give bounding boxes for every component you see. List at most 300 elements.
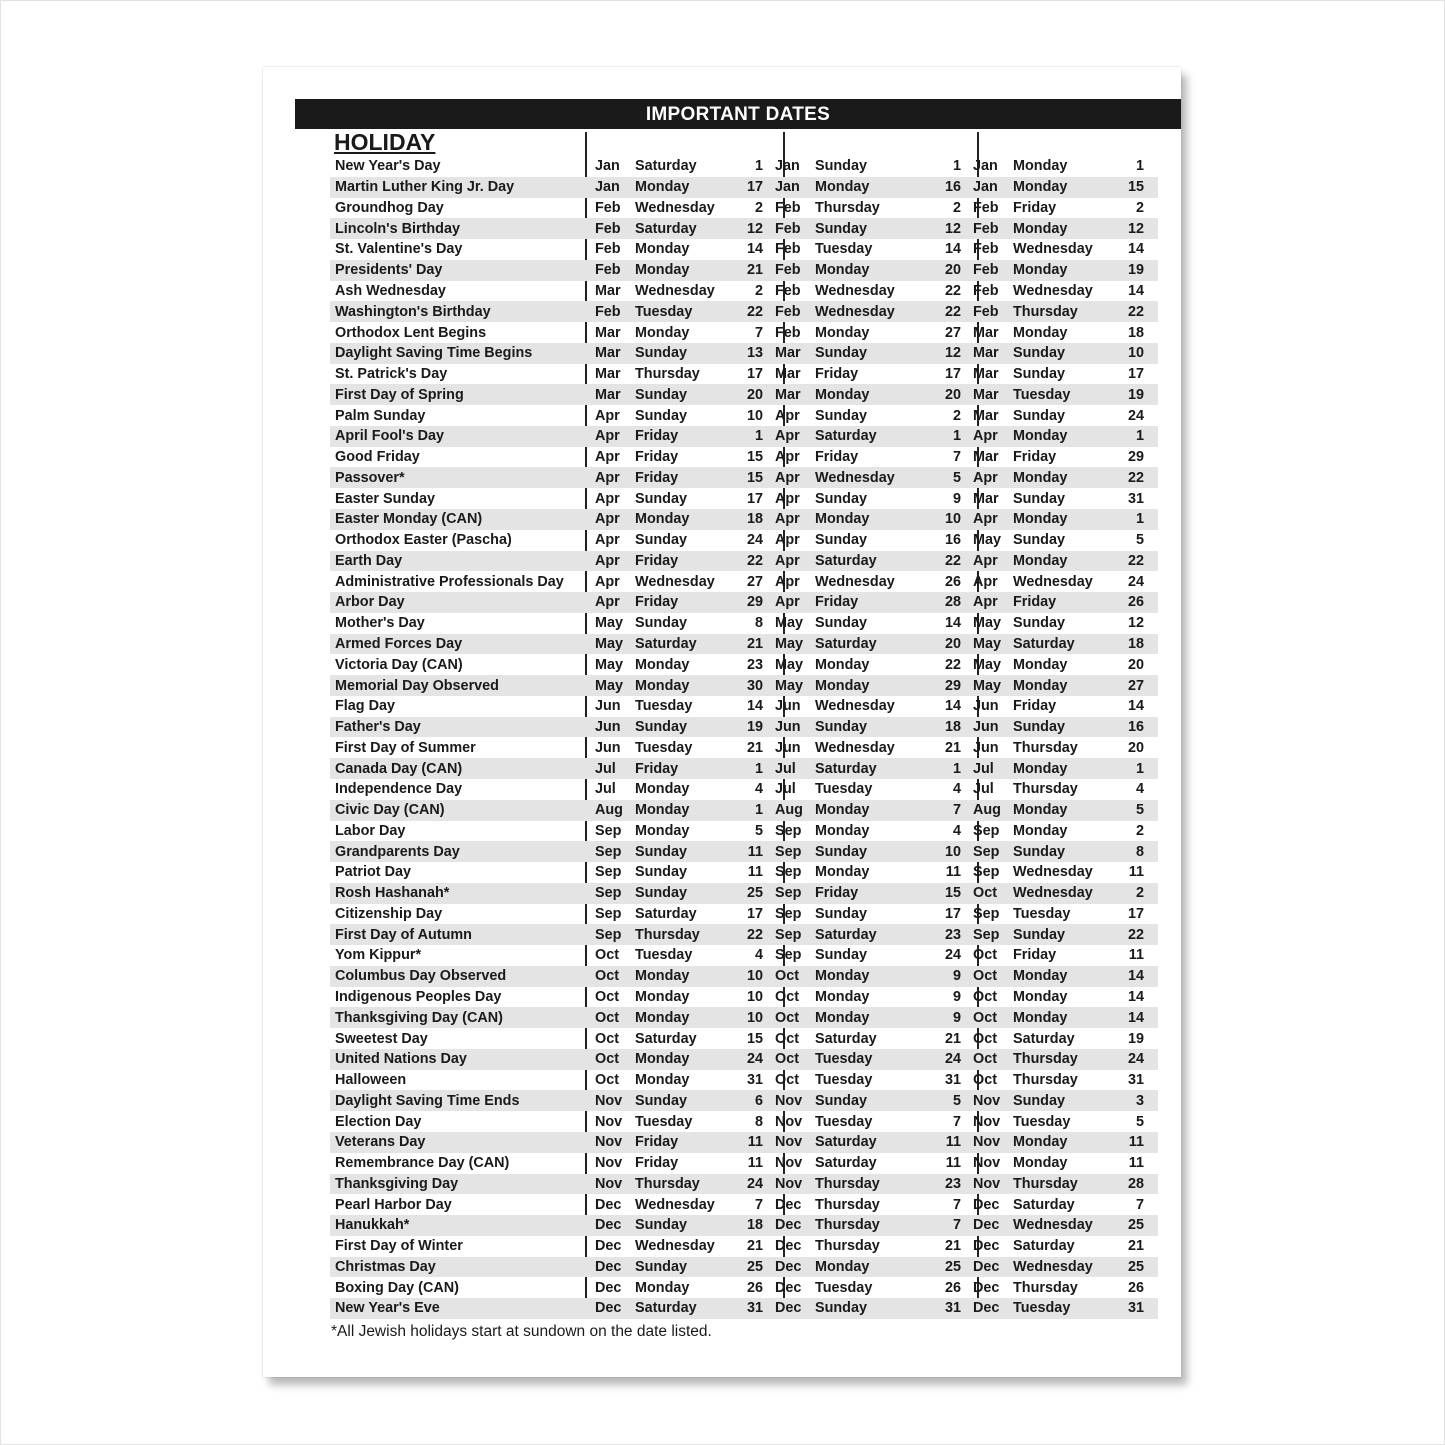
- month-cell: May: [775, 615, 803, 632]
- weekday-cell: Monday: [1013, 968, 1068, 985]
- month-cell: Apr: [973, 594, 998, 611]
- holiday-name: First Day of Autumn: [335, 926, 472, 943]
- day-cell: 11: [747, 864, 763, 881]
- date-group-1: [586, 823, 766, 839]
- month-cell: Feb: [973, 282, 999, 299]
- month-cell: Apr: [775, 573, 800, 590]
- date-group-2: [766, 927, 964, 943]
- weekday-cell: Wednesday: [635, 573, 715, 590]
- day-cell: 24: [1127, 573, 1144, 590]
- date-group-2: [766, 428, 964, 444]
- day-cell: 24: [746, 532, 763, 549]
- date-group-1: [586, 844, 766, 860]
- month-cell: Sep: [595, 926, 622, 943]
- date-group-3: [964, 823, 1158, 839]
- month-cell: Apr: [775, 428, 800, 445]
- weekday-cell: Saturday: [815, 635, 877, 652]
- date-group-2: [766, 885, 964, 901]
- weekday-cell: Sunday: [635, 615, 687, 632]
- table-row: [330, 1257, 1158, 1278]
- weekday-cell: Wednesday: [635, 1238, 715, 1255]
- date-group-3: [964, 615, 1158, 631]
- day-cell: 15: [746, 1030, 763, 1047]
- date-group-1: [586, 885, 766, 901]
- table-row: [330, 654, 1158, 675]
- date-group-2: [766, 906, 964, 922]
- month-cell: Nov: [775, 1134, 803, 1151]
- day-cell: 5: [952, 1092, 961, 1109]
- day-cell: 22: [944, 656, 961, 673]
- date-group-1: [586, 428, 766, 444]
- month-cell: Nov: [775, 1155, 803, 1172]
- holiday-name: Remembrance Day (CAN): [335, 1155, 510, 1172]
- month-cell: Apr: [775, 469, 800, 486]
- day-cell: 15: [1127, 179, 1144, 196]
- weekday-cell: Sunday: [1013, 615, 1065, 632]
- day-cell: 11: [1128, 1155, 1144, 1172]
- holiday-name: Indigenous Peoples Day: [335, 989, 502, 1005]
- weekday-cell: Saturday: [815, 428, 877, 445]
- day-cell: 24: [944, 947, 961, 964]
- day-cell: 11: [945, 864, 961, 881]
- weekday-cell: Friday: [635, 1155, 679, 1172]
- day-cell: 2: [1135, 822, 1144, 839]
- date-group-3: [964, 761, 1158, 777]
- date-group-3: [964, 1093, 1158, 1109]
- date-group-3: [964, 678, 1158, 694]
- day-cell: 18: [1127, 324, 1144, 341]
- day-cell: 11: [1128, 1134, 1144, 1151]
- day-cell: 14: [1127, 989, 1144, 1005]
- weekday-cell: Thursday: [1013, 1072, 1078, 1089]
- table-row: [330, 488, 1158, 509]
- day-cell: 11: [747, 843, 763, 860]
- holiday-name: Grandparents Day: [335, 843, 460, 860]
- day-cell: 4: [952, 822, 961, 839]
- month-cell: Apr: [973, 469, 998, 486]
- date-group-3: [964, 781, 1158, 797]
- table-row: [330, 198, 1158, 219]
- month-cell: Jun: [973, 739, 999, 756]
- day-cell: 2: [952, 199, 961, 216]
- date-group-2: [766, 1114, 964, 1130]
- date-group-1: [586, 1176, 766, 1192]
- date-group-1: [586, 927, 766, 943]
- day-cell: 4: [952, 781, 961, 798]
- month-cell: May: [973, 615, 1001, 632]
- date-group-1: [586, 1259, 766, 1275]
- day-cell: 20: [1127, 656, 1144, 673]
- date-group-2: [766, 823, 964, 839]
- date-group-2: [766, 511, 964, 527]
- weekday-cell: Monday: [815, 968, 870, 985]
- date-group-1: [586, 1010, 766, 1026]
- day-cell: 21: [944, 1238, 961, 1255]
- date-group-2: [766, 366, 964, 382]
- date-group-3: [964, 989, 1158, 1005]
- month-cell: Oct: [595, 1072, 619, 1089]
- table-row: [330, 883, 1158, 904]
- weekday-cell: Sunday: [815, 220, 867, 237]
- month-cell: May: [775, 677, 803, 694]
- day-cell: 31: [1127, 490, 1144, 507]
- weekday-cell: Monday: [1013, 802, 1068, 819]
- weekday-cell: Saturday: [815, 552, 877, 569]
- table-row: [330, 1070, 1158, 1091]
- month-cell: Feb: [775, 282, 801, 299]
- day-cell: 28: [1127, 1175, 1144, 1192]
- day-cell: 16: [944, 179, 961, 196]
- date-group-2: [766, 1259, 964, 1275]
- day-cell: 8: [754, 1113, 763, 1130]
- date-group-1: [586, 262, 766, 278]
- date-group-1: [586, 678, 766, 694]
- month-cell: Feb: [775, 220, 801, 237]
- weekday-cell: Saturday: [1013, 1238, 1075, 1255]
- month-cell: Jun: [973, 698, 999, 715]
- month-cell: Jan: [595, 179, 620, 196]
- month-cell: Dec: [775, 1279, 802, 1296]
- month-cell: Jun: [775, 698, 801, 715]
- day-cell: 14: [944, 615, 961, 632]
- day-cell: 23: [944, 1175, 961, 1192]
- day-cell: 17: [746, 490, 763, 507]
- weekday-cell: Monday: [635, 802, 690, 819]
- day-cell: 2: [952, 407, 961, 424]
- day-cell: 17: [944, 366, 961, 383]
- table-row: [330, 1111, 1158, 1132]
- date-group-2: [766, 532, 964, 548]
- date-group-1: [586, 864, 766, 880]
- day-cell: 26: [1127, 594, 1144, 611]
- weekday-cell: Monday: [815, 989, 870, 1005]
- holiday-name: Yom Kippur*: [335, 947, 422, 964]
- date-group-2: [766, 740, 964, 756]
- day-cell: 19: [1127, 1030, 1144, 1047]
- month-cell: Oct: [775, 1009, 799, 1026]
- date-group-2: [766, 1176, 964, 1192]
- month-cell: Apr: [595, 469, 620, 486]
- date-group-2: [766, 553, 964, 569]
- day-cell: 5: [754, 822, 763, 839]
- month-cell: Mar: [595, 366, 621, 383]
- day-cell: 11: [945, 1134, 961, 1151]
- table-row: [330, 945, 1158, 966]
- date-group-3: [964, 345, 1158, 361]
- date-group-2: [766, 615, 964, 631]
- weekday-cell: Tuesday: [815, 781, 873, 798]
- weekday-cell: Saturday: [815, 760, 877, 777]
- month-cell: Feb: [595, 262, 621, 279]
- month-cell: Nov: [595, 1092, 623, 1109]
- date-group-1: [586, 158, 766, 174]
- weekday-cell: Monday: [635, 1279, 690, 1296]
- weekday-cell: Monday: [635, 781, 690, 798]
- month-cell: Dec: [775, 1300, 802, 1317]
- date-group-3: [964, 1300, 1158, 1316]
- month-cell: Jul: [775, 760, 796, 777]
- date-group-2: [766, 345, 964, 361]
- month-cell: Oct: [595, 968, 619, 985]
- month-cell: Apr: [973, 428, 998, 445]
- weekday-cell: Monday: [1013, 760, 1068, 777]
- table-row: [330, 405, 1158, 426]
- holiday-name: Citizenship Day: [335, 905, 443, 922]
- weekday-cell: Tuesday: [635, 947, 693, 964]
- month-cell: Dec: [595, 1217, 622, 1234]
- month-cell: May: [595, 615, 623, 632]
- table-row: [330, 1028, 1158, 1049]
- holiday-name: New Year's Day: [335, 158, 441, 175]
- month-cell: Oct: [973, 947, 997, 964]
- date-group-3: [964, 262, 1158, 278]
- month-cell: Apr: [973, 573, 998, 590]
- date-group-3: [964, 304, 1158, 320]
- table-row: [330, 301, 1158, 322]
- day-cell: 10: [944, 843, 961, 860]
- day-cell: 6: [754, 1092, 763, 1109]
- date-group-3: [964, 864, 1158, 880]
- weekday-cell: Friday: [635, 1134, 679, 1151]
- day-cell: 27: [944, 324, 961, 341]
- day-cell: 17: [1127, 366, 1144, 383]
- date-group-3: [964, 927, 1158, 943]
- day-cell: 17: [1127, 905, 1144, 922]
- day-cell: 7: [952, 1113, 961, 1130]
- day-cell: 1: [754, 760, 763, 777]
- date-group-3: [964, 366, 1158, 382]
- weekday-cell: Sunday: [1013, 1092, 1065, 1109]
- weekday-cell: Sunday: [1013, 345, 1065, 362]
- weekday-cell: Wednesday: [815, 303, 895, 320]
- weekday-cell: Wednesday: [1013, 282, 1093, 299]
- month-cell: Apr: [775, 594, 800, 611]
- table-row: [330, 426, 1158, 447]
- date-group-2: [766, 1217, 964, 1233]
- weekday-cell: Sunday: [815, 719, 867, 736]
- date-group-2: [766, 1155, 964, 1171]
- table-row: [330, 384, 1158, 405]
- date-group-2: [766, 304, 964, 320]
- date-group-2: [766, 636, 964, 652]
- date-group-2: [766, 1051, 964, 1067]
- date-group-1: [586, 615, 766, 631]
- date-group-2: [766, 1072, 964, 1088]
- day-cell: 22: [944, 552, 961, 569]
- weekday-cell: Thursday: [1013, 781, 1078, 798]
- weekday-cell: Monday: [635, 822, 690, 839]
- day-cell: 16: [944, 532, 961, 549]
- day-cell: 12: [944, 345, 961, 362]
- month-cell: Sep: [595, 822, 622, 839]
- day-cell: 27: [746, 573, 763, 590]
- weekday-cell: Tuesday: [1013, 1300, 1071, 1317]
- table-row: [330, 1007, 1158, 1028]
- month-cell: Feb: [775, 262, 801, 279]
- date-group-2: [766, 657, 964, 673]
- weekday-cell: Monday: [635, 968, 690, 985]
- weekday-cell: Monday: [815, 656, 870, 673]
- weekday-cell: Monday: [635, 1072, 690, 1089]
- weekday-cell: Monday: [1013, 1009, 1068, 1026]
- holiday-name: Columbus Day Observed: [335, 968, 507, 985]
- month-cell: Nov: [775, 1175, 803, 1192]
- month-cell: Oct: [775, 968, 799, 985]
- weekday-cell: Sunday: [1013, 366, 1065, 383]
- date-group-1: [586, 1051, 766, 1067]
- table-row: [330, 239, 1158, 260]
- date-group-3: [964, 449, 1158, 465]
- weekday-cell: Tuesday: [815, 241, 873, 258]
- holiday-name: Earth Day: [335, 552, 403, 569]
- table-row: [330, 1277, 1158, 1298]
- weekday-cell: Tuesday: [815, 1279, 873, 1296]
- day-cell: 11: [1128, 864, 1144, 881]
- weekday-cell: Friday: [635, 552, 679, 569]
- day-cell: 24: [1127, 1051, 1144, 1068]
- date-group-1: [586, 470, 766, 486]
- day-cell: 10: [746, 989, 763, 1005]
- day-cell: 7: [952, 449, 961, 466]
- month-cell: Feb: [595, 303, 621, 320]
- month-cell: Mar: [973, 407, 999, 424]
- weekday-cell: Monday: [815, 1258, 870, 1275]
- weekday-cell: Wednesday: [635, 1196, 715, 1213]
- month-cell: Sep: [595, 905, 622, 922]
- month-cell: Mar: [595, 386, 621, 403]
- month-cell: Dec: [973, 1258, 1000, 1275]
- month-cell: Sep: [595, 843, 622, 860]
- date-group-3: [964, 1259, 1158, 1275]
- day-cell: 20: [1127, 739, 1144, 756]
- month-cell: Jan: [973, 158, 998, 175]
- day-cell: 13: [746, 345, 763, 362]
- day-cell: 1: [754, 428, 763, 445]
- holiday-name: United Nations Day: [335, 1051, 467, 1068]
- date-group-3: [964, 657, 1158, 673]
- day-cell: 29: [746, 594, 763, 611]
- day-cell: 17: [746, 905, 763, 922]
- month-cell: Mar: [973, 324, 999, 341]
- holiday-name: Memorial Day Observed: [335, 677, 499, 694]
- weekday-cell: Friday: [635, 449, 679, 466]
- month-cell: Oct: [973, 989, 997, 1005]
- weekday-cell: Wednesday: [1013, 885, 1093, 902]
- month-cell: Dec: [595, 1238, 622, 1255]
- date-group-3: [964, 844, 1158, 860]
- day-cell: 1: [1135, 428, 1144, 445]
- month-cell: Jun: [973, 719, 999, 736]
- date-group-2: [766, 387, 964, 403]
- holiday-name: Lincoln's Birthday: [335, 220, 460, 237]
- month-cell: Dec: [775, 1217, 802, 1234]
- weekday-cell: Wednesday: [815, 573, 895, 590]
- weekday-cell: Thursday: [815, 199, 880, 216]
- weekday-cell: Wednesday: [815, 739, 895, 756]
- month-cell: Jun: [595, 719, 621, 736]
- date-group-3: [964, 1155, 1158, 1171]
- table-row: [330, 779, 1158, 800]
- month-cell: Feb: [595, 220, 621, 237]
- day-cell: 31: [944, 1300, 961, 1317]
- day-cell: 10: [944, 511, 961, 528]
- table-row: [330, 571, 1158, 592]
- date-group-1: [586, 657, 766, 673]
- day-cell: 16: [1127, 719, 1144, 736]
- holiday-name: Flag Day: [335, 698, 395, 715]
- weekday-cell: Thursday: [815, 1238, 880, 1255]
- date-group-1: [586, 1300, 766, 1316]
- holiday-name: Sweetest Day: [335, 1030, 428, 1047]
- weekday-cell: Monday: [635, 241, 690, 258]
- date-group-3: [964, 491, 1158, 507]
- month-cell: Dec: [973, 1279, 1000, 1296]
- table-row: [330, 1090, 1158, 1111]
- month-cell: Nov: [775, 1113, 803, 1130]
- weekday-cell: Thursday: [815, 1196, 880, 1213]
- day-cell: 29: [944, 677, 961, 694]
- weekday-cell: Saturday: [635, 1030, 697, 1047]
- weekday-cell: Saturday: [815, 1030, 877, 1047]
- month-cell: Sep: [775, 905, 802, 922]
- banner-title: IMPORTANT DATES: [645, 104, 831, 125]
- day-cell: 23: [746, 656, 763, 673]
- weekday-cell: Saturday: [635, 905, 697, 922]
- date-group-3: [964, 553, 1158, 569]
- date-group-3: [964, 158, 1158, 174]
- month-cell: Apr: [775, 490, 800, 507]
- day-cell: 1: [754, 158, 763, 175]
- weekday-cell: Monday: [815, 262, 870, 279]
- holiday-name: New Year's Eve: [335, 1300, 440, 1317]
- day-cell: 28: [944, 594, 961, 611]
- day-cell: 9: [952, 968, 961, 985]
- footnote: *All Jewish holidays start at sundown on the date listed.: [331, 1323, 712, 1340]
- day-cell: 21: [944, 739, 961, 756]
- month-cell: Mar: [775, 366, 801, 383]
- weekday-cell: Friday: [635, 760, 679, 777]
- weekday-cell: Monday: [635, 511, 690, 528]
- date-group-2: [766, 179, 964, 195]
- month-cell: Apr: [775, 449, 800, 466]
- date-group-2: [766, 158, 964, 174]
- month-cell: Jul: [595, 760, 616, 777]
- holiday-name: Thanksgiving Day: [335, 1175, 459, 1192]
- date-group-3: [964, 698, 1158, 714]
- month-cell: Sep: [973, 822, 1000, 839]
- month-cell: May: [973, 677, 1001, 694]
- day-cell: 4: [1135, 781, 1144, 798]
- important-dates-banner: [295, 99, 1181, 129]
- weekday-cell: Monday: [1013, 179, 1068, 196]
- date-group-3: [964, 283, 1158, 299]
- month-cell: Oct: [775, 989, 799, 1005]
- month-cell: Sep: [595, 885, 622, 902]
- holiday-name: Patriot Day: [335, 864, 411, 881]
- day-cell: 17: [944, 905, 961, 922]
- weekday-cell: Monday: [635, 989, 690, 1005]
- weekday-cell: Sunday: [1013, 719, 1065, 736]
- day-cell: 7: [952, 1217, 961, 1234]
- month-cell: Dec: [595, 1300, 622, 1317]
- table-row: [330, 343, 1158, 364]
- weekday-cell: Tuesday: [635, 698, 693, 715]
- date-group-3: [964, 325, 1158, 341]
- day-cell: 1: [952, 428, 961, 445]
- month-cell: Sep: [973, 864, 1000, 881]
- table-row: [330, 841, 1158, 862]
- table-row: [330, 717, 1158, 738]
